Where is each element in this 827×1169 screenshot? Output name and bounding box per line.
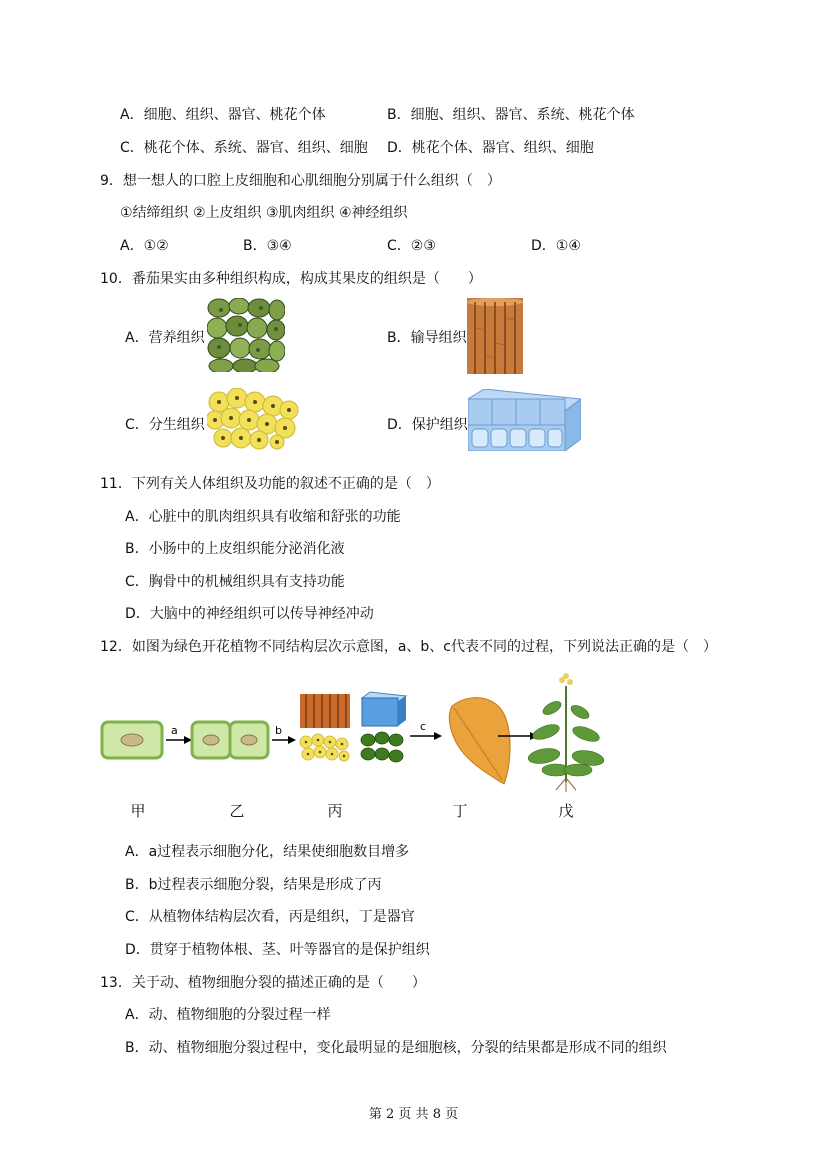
q8-option-a: A．细胞、组织、器官、桃花个体 — [120, 107, 326, 123]
cells-yi — [192, 722, 268, 758]
q9-option-d: D．①④ — [531, 238, 581, 254]
cell-jia — [102, 722, 162, 758]
q9-option-a: A．①② — [120, 238, 169, 254]
stage-label-jia: 甲 — [130, 802, 146, 820]
arrow-label-b: b — [275, 724, 282, 737]
nutrient-tissue-image — [207, 298, 285, 372]
q13-option-b: B．动、植物细胞分裂过程中，变化最明显的是细胞核，分裂的结果都是形成不同的组织 — [125, 1040, 667, 1056]
meristem-tissue-image — [207, 388, 300, 450]
plant-wu — [527, 673, 605, 792]
q9-option-c: C．②③ — [387, 238, 436, 254]
protective-tissue-image — [468, 389, 581, 451]
q11-option-d: D．大脑中的神经组织可以传导神经冲动 — [125, 606, 374, 622]
q10-option-b: B．输导组织 — [387, 330, 467, 346]
q11-option-c: C．胸骨中的机械组织具有支持功能 — [125, 574, 345, 590]
q13-stem: 13．关于动、植物细胞分裂的描述正确的是（ ） — [100, 975, 426, 991]
stage-label-bing: 丙 — [327, 802, 343, 820]
q9-option-b: B．③④ — [243, 238, 292, 254]
q9-stem: 9．想一想人的口腔上皮细胞和心肌细胞分别属于什么组织（ ） — [100, 173, 501, 189]
q8-option-d: D．桃花个体、器官、组织、细胞 — [387, 140, 594, 156]
q12-option-a: A．a过程表示细胞分化，结果使细胞数目增多 — [125, 844, 410, 860]
q10-option-c: C．分生组织 — [125, 417, 205, 433]
conducting-tissue-image — [467, 298, 523, 374]
q10-option-a: A．营养组织 — [125, 330, 205, 346]
q12-option-d: D．贯穿于植物体根、茎、叶等器官的是保护组织 — [125, 942, 430, 958]
q8-option-c: C．桃花个体、系统、器官、组织、细胞 — [120, 140, 368, 156]
q8-option-b: B．细胞、组织、器官、系统、桃花个体 — [387, 107, 635, 123]
arrow-label-c: c — [420, 720, 427, 733]
q12-option-b: B．b过程表示细胞分裂，结果是形成了丙 — [125, 877, 382, 893]
q10-option-d: D．保护组织 — [387, 417, 468, 433]
q12-option-c: C．从植物体结构层次看，丙是组织，丁是器官 — [125, 909, 415, 925]
q13-option-a: A．动、植物细胞的分裂过程一样 — [125, 1007, 331, 1023]
plant-structure-diagram — [100, 672, 610, 792]
arrow-label-a: a — [171, 724, 178, 737]
stage-label-yi: 乙 — [229, 802, 245, 820]
stage-label-ding: 丁 — [452, 802, 468, 820]
q11-stem: 11．下列有关人体组织及功能的叙述不正确的是（ ） — [100, 476, 440, 492]
leaf-ding — [449, 698, 510, 784]
q11-option-a: A．心脏中的肌肉组织具有收缩和舒张的功能 — [125, 509, 401, 525]
q12-stem: 12．如图为绿色开花植物不同结构层次示意图，a、b、c代表不同的过程，下列说法正确的是（ ） — [100, 639, 717, 655]
q10-stem: 10．番茄果实由多种组织构成，构成其果皮的组织是（ ） — [100, 271, 482, 287]
page-footer: 第 2 页 共 8 页 — [368, 1107, 459, 1122]
q9-items: ①结缔组织 ②上皮组织 ③肌肉组织 ④神经组织 — [120, 205, 408, 221]
q11-option-b: B．小肠中的上皮组织能分泌消化液 — [125, 541, 345, 557]
stage-label-wu: 戊 — [558, 802, 574, 820]
tissues-bing — [300, 692, 406, 762]
